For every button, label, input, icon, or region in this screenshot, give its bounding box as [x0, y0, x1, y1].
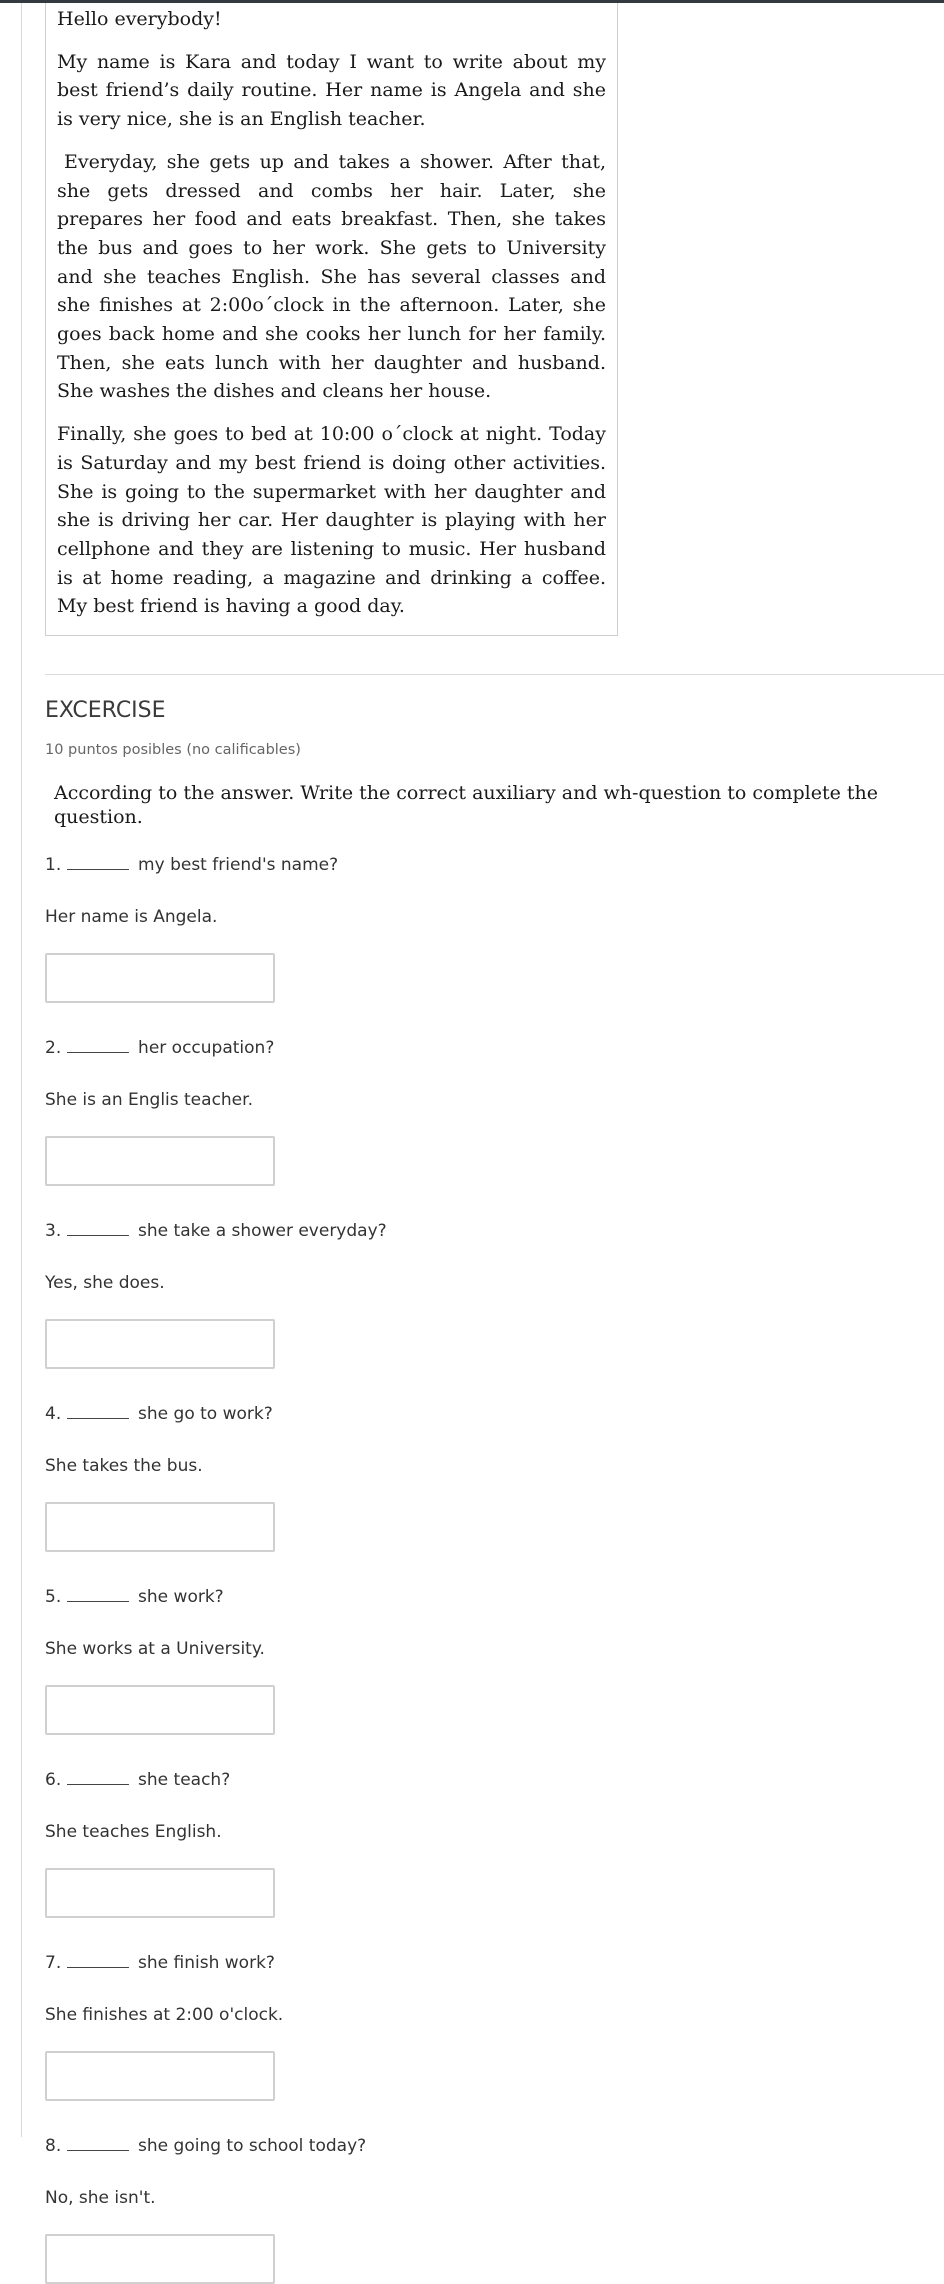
- question-text: her occupation?: [138, 1038, 275, 1059]
- question-prompt: [45, 1402, 944, 1426]
- question-8: [45, 2134, 944, 2284]
- question-3: [45, 1219, 944, 1369]
- section-divider: [45, 674, 944, 675]
- answer-input-6[interactable]: [45, 1868, 275, 1918]
- question-answer-hint: No, she isn't.: [45, 2188, 156, 2209]
- question-prompt: [45, 2134, 944, 2158]
- question-prompt: [45, 1768, 944, 1792]
- question-text: she finish work?: [138, 1953, 275, 1974]
- question-prompt: [45, 853, 944, 877]
- question-text: she go to work?: [138, 1404, 273, 1425]
- reading-passage: [45, 3, 618, 636]
- answer-input-3[interactable]: [45, 1319, 275, 1369]
- question-2: [45, 1036, 944, 1186]
- blank-line: [67, 2136, 129, 2151]
- question-4: [45, 1402, 944, 1552]
- question-list: [45, 853, 944, 2284]
- question-answer-hint: Yes, she does.: [45, 1273, 165, 1294]
- reading-paragraph-3: Finally, she goes to bed at 10:00 o´clock at night. Today is Saturday and my best friend is doing other activities. She is going to the supermarket with her daughter and she is driving her car. Her daughter is playing with her cellphone and they are listening to music. Her husband is at home reading, a magazine and drinking a coffee. My best friend is having a good day.: [57, 423, 606, 618]
- blank-line: [67, 1221, 129, 1236]
- blank-line: [67, 1038, 129, 1053]
- reading-paragraph-1: My name is Kara and today I want to write about my best friend’s daily routine. Her name is Angela and she is very nice, she is an English teacher.: [57, 50, 606, 131]
- blank-line: [67, 1770, 129, 1785]
- exercise-title: EXCERCISE: [45, 698, 166, 724]
- question-number: 7.: [45, 1953, 62, 1974]
- reading-paragraph-2: Everyday, she gets up and takes a shower. After that, she gets dressed and combs her hair. Later, she prepares her food and eats breakfast. Then, she takes the bus and goes to her work. She gets to University and she teaches English. She has several classes and she finishes at 2:00o´clock in the afternoon. Later, she goes back home and she cooks her lunch for her family. Then, she eats lunch with her daughter and husband. She washes the dishes and cleans her house.: [57, 150, 606, 403]
- question-prompt: [45, 1036, 944, 1060]
- question-answer-hint: Her name is Angela.: [45, 907, 218, 928]
- question-number: 8.: [45, 2136, 62, 2157]
- answer-input-1[interactable]: [45, 953, 275, 1003]
- question-prompt: [45, 1585, 944, 1609]
- blank-line: [67, 1587, 129, 1602]
- exercise-instructions: According to the answer. Write the correct auxiliary and wh-question to complete the question.: [54, 782, 879, 829]
- answer-input-7[interactable]: [45, 2051, 275, 2101]
- question-5: [45, 1585, 944, 1735]
- blank-line: [67, 1404, 129, 1419]
- answer-input-5[interactable]: [45, 1685, 275, 1735]
- question-6: [45, 1768, 944, 1918]
- question-text: she work?: [138, 1587, 224, 1608]
- question-text: she going to school today?: [138, 2136, 367, 2157]
- question-answer-hint: She works at a University.: [45, 1639, 265, 1660]
- question-number: 1.: [45, 855, 62, 876]
- reading-greeting: Hello everybody!: [57, 8, 222, 30]
- question-answer-hint: She teaches English.: [45, 1822, 222, 1843]
- question-text: my best friend's name?: [138, 855, 339, 876]
- page-content: [45, 3, 944, 2284]
- question-prompt: [45, 1219, 944, 1243]
- answer-input-4[interactable]: [45, 1502, 275, 1552]
- question-answer-hint: She finishes at 2:00 o'clock.: [45, 2005, 284, 2026]
- blank-line: [67, 1953, 129, 1968]
- question-number: 5.: [45, 1587, 62, 1608]
- question-number: 6.: [45, 1770, 62, 1791]
- question-1: [45, 853, 944, 1003]
- question-number: 4.: [45, 1404, 62, 1425]
- question-answer-hint: She takes the bus.: [45, 1456, 203, 1477]
- question-text: she teach?: [138, 1770, 231, 1791]
- question-number: 2.: [45, 1038, 62, 1059]
- question-answer-hint: She is an Englis teacher.: [45, 1090, 253, 1111]
- question-prompt: [45, 1951, 944, 1975]
- question-text: she take a shower everyday?: [138, 1221, 387, 1242]
- blank-line: [67, 855, 129, 870]
- left-border-rule: [21, 3, 22, 2137]
- points-label: 10 puntos posibles (no calificables): [45, 742, 301, 759]
- answer-input-8[interactable]: [45, 2234, 275, 2284]
- answer-input-2[interactable]: [45, 1136, 275, 1186]
- question-7: [45, 1951, 944, 2101]
- question-number: 3.: [45, 1221, 62, 1242]
